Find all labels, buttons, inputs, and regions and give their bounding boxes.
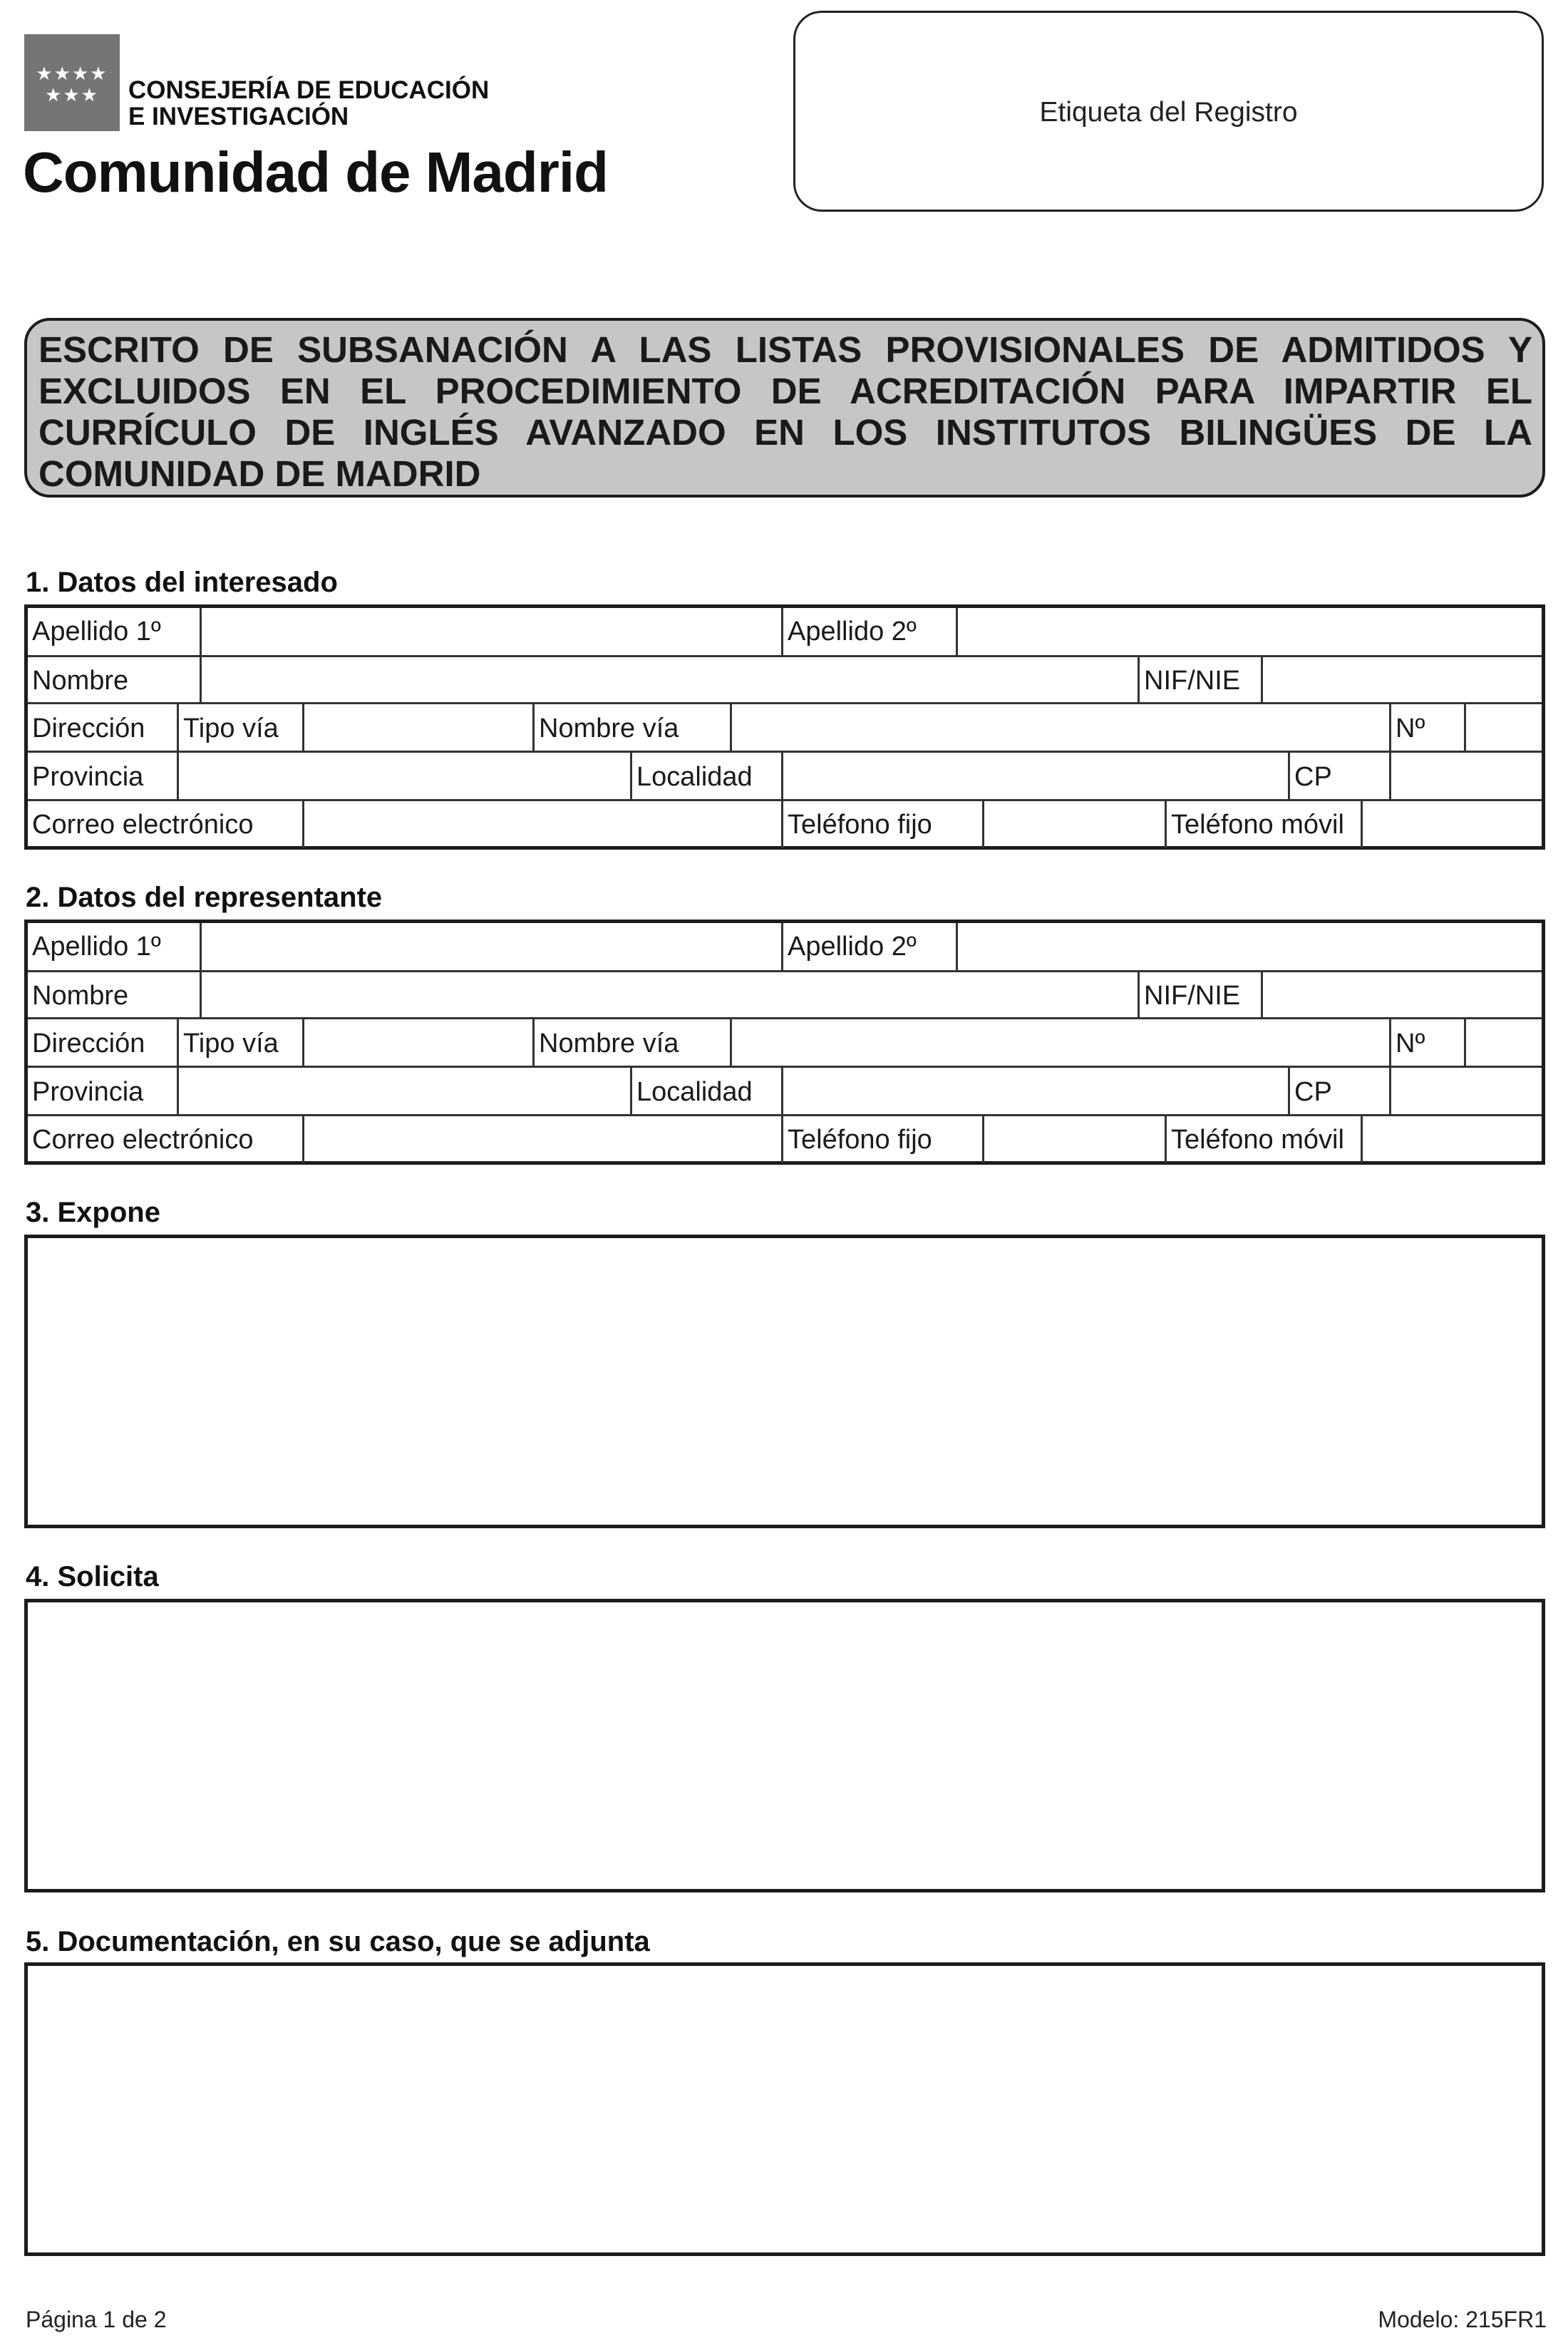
- stars-icon: ★★★★ ★★★: [36, 63, 108, 105]
- numero-label: Nº: [1396, 713, 1425, 743]
- interesado-provincia-field[interactable]: [179, 753, 628, 801]
- nombre-label: Nombre: [32, 665, 129, 696]
- tel-movil-label: Teléfono móvil: [1171, 1124, 1344, 1155]
- section-2-heading: 2. Datos del representante: [26, 882, 383, 913]
- form-title-box: [24, 318, 1545, 498]
- interesado-cp-field[interactable]: [1391, 753, 1542, 801]
- representante-apellido2-field[interactable]: [958, 923, 1542, 970]
- representante-correo-field[interactable]: [304, 1116, 781, 1163]
- representante-tipo-via-field[interactable]: [304, 1019, 532, 1068]
- cp-label: CP: [1294, 761, 1332, 792]
- representante-nif-field[interactable]: [1263, 972, 1542, 1019]
- page-number: Página 1 de 2: [26, 2307, 167, 2332]
- model-code: Modelo: 215FR1: [1378, 2307, 1547, 2332]
- provincia-label: Provincia: [32, 1076, 144, 1107]
- tel-movil-label: Teléfono móvil: [1171, 809, 1344, 840]
- interesado-apellido1-field[interactable]: [202, 608, 808, 655]
- interesado-nombre-field[interactable]: [202, 657, 1164, 704]
- row-name: [28, 970, 1542, 1019]
- interesado-numero-field[interactable]: [1466, 704, 1542, 753]
- department-line-1: CONSEJERÍA DE EDUCACIÓN: [128, 76, 490, 104]
- direccion-label: Dirección: [32, 1028, 145, 1059]
- provincia-label: Provincia: [32, 761, 144, 792]
- interesado-tel-fijo-field[interactable]: [984, 801, 1162, 848]
- row-surnames: [28, 608, 1542, 655]
- apellido2-label: Apellido 2º: [788, 931, 917, 962]
- nif-label: NIF/NIE: [1144, 980, 1241, 1011]
- nif-label: NIF/NIE: [1144, 665, 1241, 696]
- representante-numero-field[interactable]: [1466, 1019, 1542, 1068]
- interesado-tel-movil-field[interactable]: [1363, 801, 1542, 848]
- numero-label: Nº: [1396, 1028, 1425, 1059]
- form-title: ESCRITO DE SUBSANACIÓN A LAS LISTAS PROVISIONALES DE ADMITIDOS Y EXCLUIDOS EN EL PROCEDIMIENTO DE ACREDITACIÓN PARA IMPARTIR EL CURRÍCULO DE INGLÉS AVANZADO EN LOS INSTITUTOS BILINGÜES DE LA COMUNIDAD DE MADRID: [38, 329, 1532, 494]
- correo-label: Correo electrónico: [32, 1124, 254, 1155]
- section-4-heading: 4. Solicita: [26, 1561, 159, 1592]
- row-surnames: [28, 923, 1542, 970]
- row-address: [28, 1017, 1542, 1068]
- solicita-textarea[interactable]: [24, 1599, 1545, 1892]
- row-contact: [28, 1114, 1542, 1163]
- region-flag-logo: [24, 34, 120, 131]
- localidad-label: Localidad: [636, 761, 753, 792]
- interested-party-grid: [24, 604, 1545, 850]
- representante-tel-fijo-field[interactable]: [984, 1116, 1165, 1163]
- interesado-localidad-field[interactable]: [783, 753, 1282, 801]
- row-name: [28, 655, 1542, 704]
- apellido2-label: Apellido 2º: [788, 616, 917, 647]
- registry-label: Etiqueta del Registro: [1039, 97, 1298, 128]
- region-name: Comunidad de Madrid: [23, 140, 608, 204]
- section-5-heading: 5. Documentación, en su caso, que se adjunta: [26, 1926, 650, 1957]
- localidad-label: Localidad: [636, 1076, 753, 1107]
- correo-label: Correo electrónico: [32, 809, 254, 840]
- interesado-nif-field[interactable]: [1263, 657, 1542, 704]
- apellido1-label: Apellido 1º: [32, 931, 161, 962]
- registry-label-box: [793, 11, 1544, 212]
- interesado-nombre-via-field[interactable]: [732, 704, 1361, 753]
- representante-cp-field[interactable]: [1391, 1068, 1542, 1116]
- row-locality: [28, 751, 1542, 801]
- apellido1-label: Apellido 1º: [32, 616, 161, 647]
- nombre-via-label: Nombre vía: [539, 1028, 679, 1059]
- interesado-correo-field[interactable]: [304, 801, 781, 848]
- cp-label: CP: [1294, 1076, 1332, 1107]
- representante-nombre-via-field[interactable]: [732, 1019, 1389, 1068]
- row-locality: [28, 1066, 1542, 1116]
- representative-grid: [24, 920, 1545, 1165]
- tipo-via-label: Tipo vía: [183, 1028, 279, 1059]
- nombre-label: Nombre: [32, 980, 129, 1011]
- representante-localidad-field[interactable]: [783, 1068, 1288, 1116]
- documentacion-textarea[interactable]: [24, 1962, 1545, 2256]
- representante-provincia-field[interactable]: [179, 1068, 630, 1116]
- representante-apellido1-field[interactable]: [202, 923, 779, 970]
- section-3-heading: 3. Expone: [26, 1197, 160, 1228]
- section-1-heading: 1. Datos del interesado: [26, 567, 338, 598]
- department-name: [128, 77, 489, 130]
- direccion-label: Dirección: [32, 713, 145, 743]
- row-address: [28, 702, 1542, 753]
- tel-fijo-label: Teléfono fijo: [788, 1124, 932, 1155]
- tel-fijo-label: Teléfono fijo: [788, 809, 932, 840]
- representante-nombre-field[interactable]: [202, 972, 1135, 1019]
- expone-textarea[interactable]: [24, 1235, 1545, 1528]
- interesado-tipo-via-field[interactable]: [304, 704, 532, 753]
- representante-tel-movil-field[interactable]: [1363, 1116, 1542, 1163]
- nombre-via-label: Nombre vía: [539, 713, 679, 743]
- row-contact: [28, 799, 1542, 848]
- interesado-apellido2-field[interactable]: [958, 608, 1542, 655]
- tipo-via-label: Tipo vía: [183, 713, 279, 743]
- department-line-2: E INVESTIGACIÓN: [128, 103, 349, 130]
